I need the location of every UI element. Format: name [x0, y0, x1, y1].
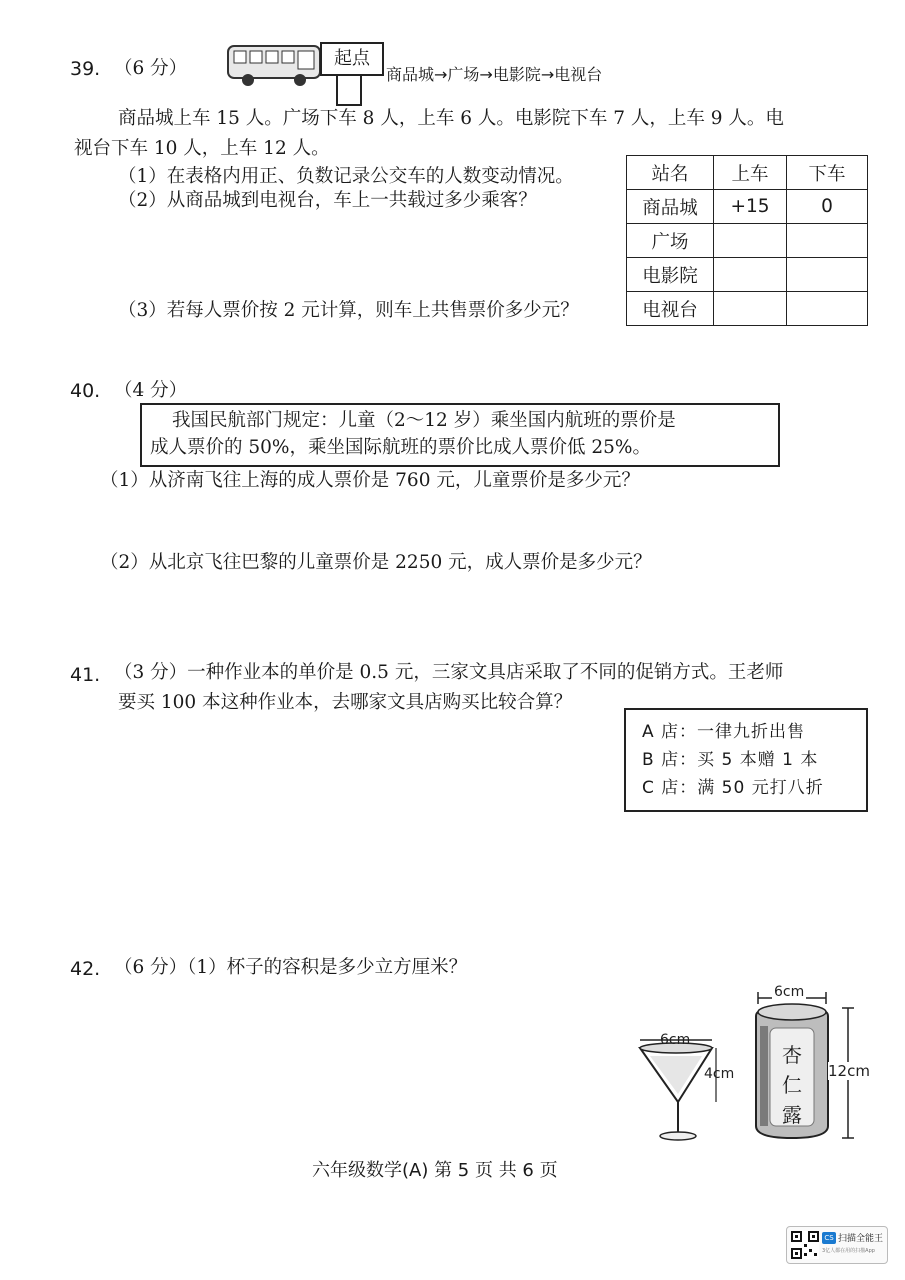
q40-sub1: （1）从济南飞往上海的成人票价是 760 元，儿童票价是多少元？ [100, 470, 640, 491]
table-row [627, 224, 868, 258]
table-header-cell: 站名 [627, 156, 714, 190]
bus-passenger-table [626, 155, 868, 326]
can-label [780, 1040, 804, 1130]
table-header-cell: 下车 [787, 156, 868, 190]
airline-rule-line1: 我国民航部门规定：儿童（2～12 岁）乘坐国内航班的票价是 [172, 410, 676, 431]
q40-number: 40. [70, 380, 101, 402]
airline-rule-box [140, 403, 780, 467]
shop-c-promotion: C 店：满 50 元打八折 [642, 778, 824, 798]
shop-a-promotion: A 店：一律九折出售 [642, 722, 806, 742]
start-sign [320, 42, 384, 76]
q39-sub3: （3）若每人票价按 2 元计算，则车上共售票价多少元？ [118, 300, 579, 321]
table-header-row [627, 156, 868, 190]
can-label-char: 仁 [782, 1073, 802, 1097]
q41-text-line1: （3 分）一种作业本的单价是 0.5 元，三家文具店采取了不同的促销方式。王老师 [114, 662, 784, 683]
bus-illustration [226, 40, 326, 88]
q39-number: 39. [70, 58, 101, 80]
table-header-cell: 上车 [714, 156, 787, 190]
q42-number: 42. [70, 958, 101, 980]
scanner-tagline: 3亿人都在用的扫描App [822, 1248, 875, 1254]
table-row [627, 258, 868, 292]
q39-intro-line1: 商品城上车 15 人。广场下车 8 人，上车 6 人。电影院下车 7 人，上车 9 人。电 [118, 108, 784, 129]
table-cell[interactable] [714, 224, 787, 258]
table-cell: +15 [714, 190, 787, 224]
table-cell[interactable] [787, 292, 868, 326]
table-cell[interactable] [787, 258, 868, 292]
q41-text-line2: 要买 100 本这种作业本，去哪家文具店购买比较合算？ [118, 692, 573, 713]
q41-number: 41. [70, 664, 101, 686]
table-cell[interactable] [714, 292, 787, 326]
qr-code-icon [791, 1231, 819, 1259]
table-cell: 电影院 [627, 258, 714, 292]
q39-intro-line2: 视台下车 10 人，上车 12 人。 [74, 138, 330, 159]
scanner-badge [786, 1226, 888, 1264]
table-cell: 电视台 [627, 292, 714, 326]
cup-height-label: 4cm [704, 1066, 735, 1082]
camscanner-logo-icon: CS [822, 1232, 836, 1244]
page-footer: 六年级数学(A) 第 5 页 共 6 页 [312, 1160, 558, 1181]
start-sign-label: 起点 [334, 48, 370, 69]
q39-points: （6 分） [114, 58, 188, 79]
can-label-char: 露 [782, 1103, 802, 1127]
table-cell: 商品城 [627, 190, 714, 224]
table-cell[interactable] [714, 258, 787, 292]
table-cell: 广场 [627, 224, 714, 258]
scanner-app-name: 扫描全能王 [838, 1234, 884, 1244]
q40-sub2: （2）从北京飞往巴黎的儿童票价是 2250 元，成人票价是多少元？ [100, 552, 652, 573]
can-diameter-label: 6cm [774, 984, 805, 1000]
can-height-label: 12cm [828, 1062, 870, 1080]
q39-sub2: （2）从商品城到电视台，车上一共载过多少乘客？ [118, 190, 537, 211]
shop-promotions-box [624, 708, 868, 812]
q39-sub1: （1）在表格内用正、负数记录公交车的人数变动情况。 [118, 166, 574, 187]
table-row [627, 292, 868, 326]
table-cell[interactable] [787, 224, 868, 258]
table-row [627, 190, 868, 224]
airline-rule-line2: 成人票价的 50%，乘坐国际航班的票价比成人票价低 25%。 [150, 437, 652, 458]
cup-diameter-label: 6cm [660, 1032, 691, 1048]
table-cell: 0 [787, 190, 868, 224]
q39-route: 商品城→广场→电影院→电视台 [386, 65, 603, 84]
q40-points: （4 分） [114, 380, 188, 401]
q42-text: （6 分）（1）杯子的容积是多少立方厘米？ [114, 957, 468, 978]
shop-b-promotion: B 店：买 5 本赠 1 本 [642, 750, 819, 770]
can-label-char: 杏 [782, 1043, 802, 1067]
start-sign-post [336, 74, 362, 106]
